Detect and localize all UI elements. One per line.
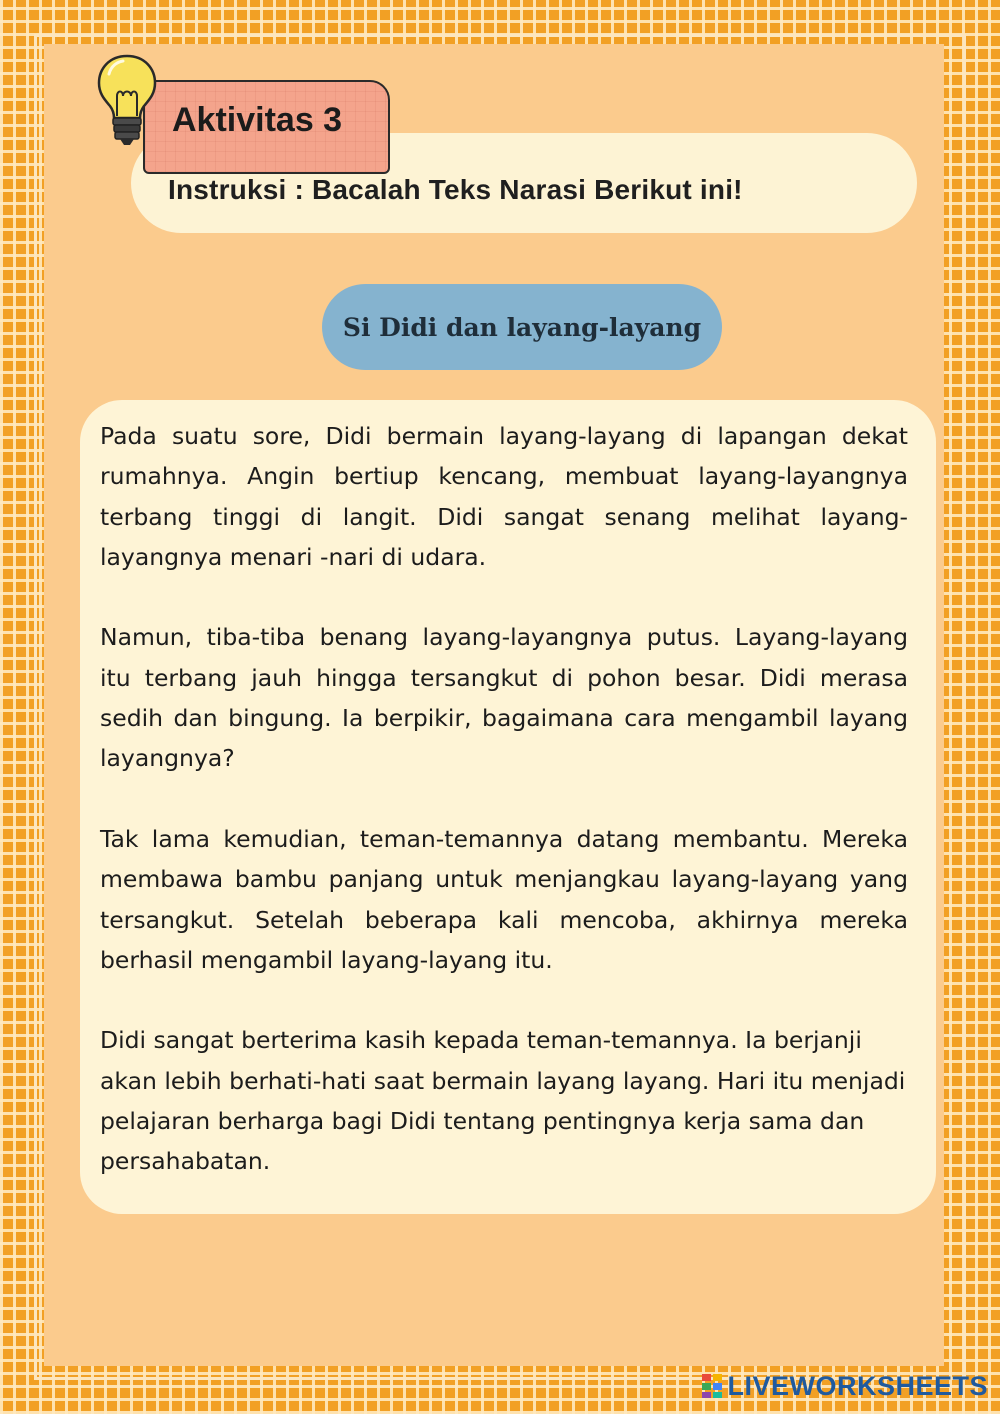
liveworksheets-logo-icon bbox=[701, 1373, 723, 1399]
liveworksheets-watermark[interactable] bbox=[701, 1366, 988, 1406]
instruction-text: Instruksi : Bacalah Teks Narasi Berikut ini! bbox=[168, 174, 743, 205]
watermark-text: LIVEWORKSHEETS bbox=[727, 1370, 988, 1401]
story-title-pill bbox=[322, 284, 722, 370]
story-paragraph: Pada suatu sore, Didi bermain layang-layang di lapangan dekat rumahnya. Angin bertiup kencang, membuat layang-layangnya terbang tinggi di langit. Didi sangat senang melihat layang-layangnya menari -nari di udara. bbox=[100, 422, 908, 571]
story-paragraph: Didi sangat berterima kasih kepada teman-temannya. Ia berjanji akan lebih berhati-hati saat bermain layang layang. Hari itu menjadi pelajaran berharga bagi Didi tentang pentingnya kerja sama dan persahabatan. bbox=[100, 1026, 906, 1176]
story-paragraph: Namun, tiba-tiba benang layang-layangnya putus. Layang-layang itu terbang jauh hingga tersangkut di pohon besar. Didi merasa sedih dan bingung. Ia berpikir, bagaimana cara mengambil layang layangnya? bbox=[100, 623, 908, 773]
lightbulb-icon bbox=[95, 52, 159, 148]
story-text bbox=[100, 416, 908, 1222]
story-title: Si Didi dan layang-layang bbox=[342, 312, 702, 342]
page-title: Aktivitas 3 bbox=[172, 101, 343, 139]
story-paragraph: Tak lama kemudian, teman-temannya datang membantu. Mereka membawa bambu panjang untuk menjangkau layang-layang yang tersangkut. Setelah beberapa kali mencoba, akhirnya mereka berhasil mengambil layang-layang itu. bbox=[100, 824, 908, 974]
